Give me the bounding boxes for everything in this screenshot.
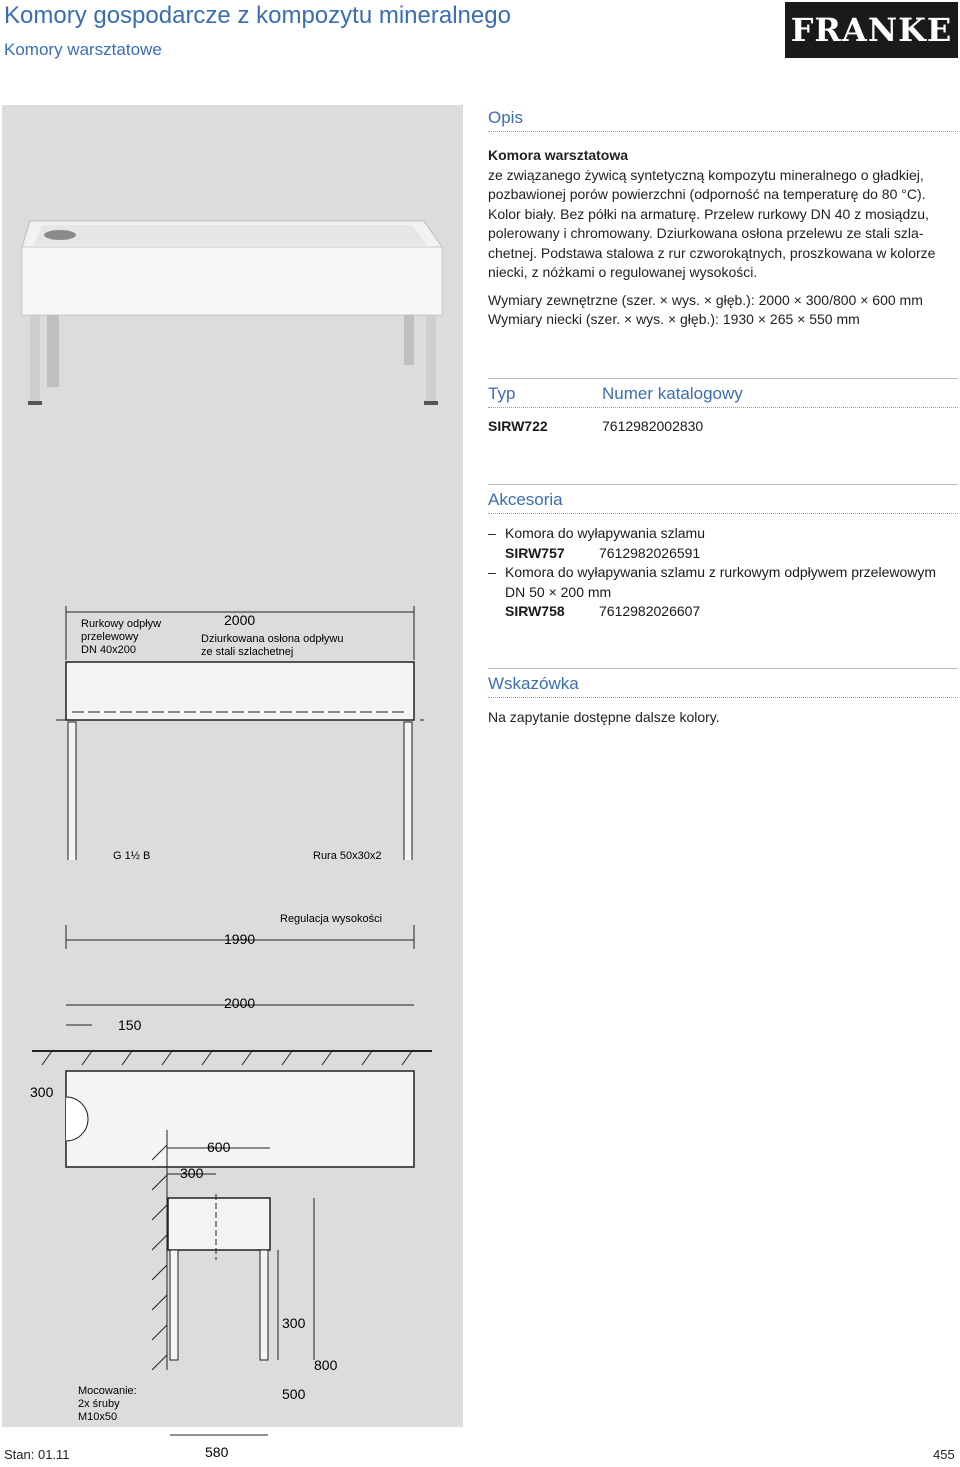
wskazowka-text: Na zapytanie dostępne dalsze kolory. xyxy=(488,709,720,725)
side-total-height: 800 xyxy=(314,1357,338,1370)
overflow-label-1: Rurkowy odpływ xyxy=(81,618,162,630)
opis-heading: Opis xyxy=(488,108,958,132)
page-subtitle: Komory warsztatowe xyxy=(4,40,162,59)
opis-line-6: niecki, z nóżkami o regulowanej wysokości. xyxy=(488,264,758,280)
g-label: G 1½ B xyxy=(113,850,151,860)
page-title: Komory gospodarcze z kompozytu mineralnego xyxy=(4,2,511,29)
opis-line-5: chetnej. Podstawa stalowa z rur czworokątnych, proszkowana w kolorze xyxy=(488,244,936,261)
top-depth: 300 xyxy=(30,1084,54,1100)
col-type-header: Typ xyxy=(488,384,516,403)
outer-dimensions: Wymiary zewnętrzne (szer. × wys. × głęb.): 2000 × 300/800 × 600 mm xyxy=(488,291,923,308)
product-photo xyxy=(2,105,463,425)
accessory-item: – Komora do wyłapywania szlamu xyxy=(488,525,705,541)
pipe-label: Rura 50x30x2 xyxy=(313,850,382,860)
akcesoria-heading: Akcesoria xyxy=(488,485,958,514)
accessory-desc-2b: DN 50 × 200 mm xyxy=(505,583,612,600)
accessory-type-1: SIRW757 xyxy=(505,544,565,561)
accessory-desc-1: Komora do wyłapywania szlamu xyxy=(505,525,705,541)
top-width: 2000 xyxy=(224,995,256,1011)
opis-section xyxy=(488,108,958,330)
accessory-desc-2: Komora do wyłapywania szlamu z rurkowym odpływem przelewowym xyxy=(505,564,937,580)
front-width-top: 2000 xyxy=(224,612,256,628)
row-catalog: 7612982002830 xyxy=(602,418,704,434)
top-offset: 150 xyxy=(118,1017,142,1033)
table-row xyxy=(488,418,958,434)
overflow-label-3: DN 40x200 xyxy=(81,644,137,656)
opis-line-2: pozbawionej porów powierzchni (odporność na temperaturę do 80 °C). xyxy=(488,186,926,202)
franke-logo: FRANKE xyxy=(785,2,958,58)
side-leg-span: 580 xyxy=(205,1444,229,1460)
accessory-item: – Komora do wyłapywania szlamu z rurkowym odpływem przelewowym xyxy=(488,564,937,580)
side-depth: 600 xyxy=(207,1139,231,1155)
front-elevation-drawing xyxy=(2,600,463,860)
wskazowka-heading: Wskazówka xyxy=(488,669,958,698)
side-half: 300 xyxy=(180,1165,204,1181)
cover-label-2: ze stali szlachetnej xyxy=(201,646,294,658)
adjust-label: Regulacja wysokości xyxy=(280,913,383,925)
mount-label-1: Mocowanie: xyxy=(78,1385,137,1397)
opis-line-1: ze związanego żywicą syntetyczną kompozytu mineralnego o gładkiej, xyxy=(488,166,924,183)
accessory-catalog-2: 7612982026607 xyxy=(599,603,701,619)
wskazowka-section xyxy=(488,668,958,728)
side-view-drawing xyxy=(2,1130,463,1370)
front-width-bottom: 1990 xyxy=(224,931,256,947)
accessory-catalog-1: 7612982026591 xyxy=(599,544,701,561)
opis-line-3: Kolor biały. Bez półki na armaturę. Przelew rurkowy DN 40 z mosiądzu, xyxy=(488,205,929,222)
col-catalog-header: Numer katalogowy xyxy=(602,384,743,403)
product-name: Komora warsztatowa xyxy=(488,147,629,163)
cover-label-1: Dziurkowana osłona odpływu xyxy=(201,633,344,645)
side-leg-height: 500 xyxy=(282,1386,306,1402)
mount-label-3: M10x50 xyxy=(78,1411,118,1423)
product-table xyxy=(488,378,958,434)
side-view-drawing-lower xyxy=(2,1367,463,1467)
basin-dimensions: Wymiary niecki (szer. × wys. × głęb.): 1930 × 265 × 550 mm xyxy=(488,311,860,327)
side-basin-height: 300 xyxy=(282,1315,306,1331)
opis-line-4: polerowany i chromowany. Dziurkowana osłona przelewu ze stali szla- xyxy=(488,225,924,241)
accessory-type-2: SIRW758 xyxy=(505,603,565,619)
front-elevation-drawing-lower xyxy=(2,905,463,985)
footer-status: Stan: 01.11 xyxy=(4,1447,70,1462)
mount-label-2: 2x śruby xyxy=(78,1398,120,1410)
page-number: 455 xyxy=(933,1447,955,1462)
akcesoria-section xyxy=(488,484,958,622)
overflow-label-2: przelewowy xyxy=(81,631,139,643)
row-type: SIRW722 xyxy=(488,418,548,434)
